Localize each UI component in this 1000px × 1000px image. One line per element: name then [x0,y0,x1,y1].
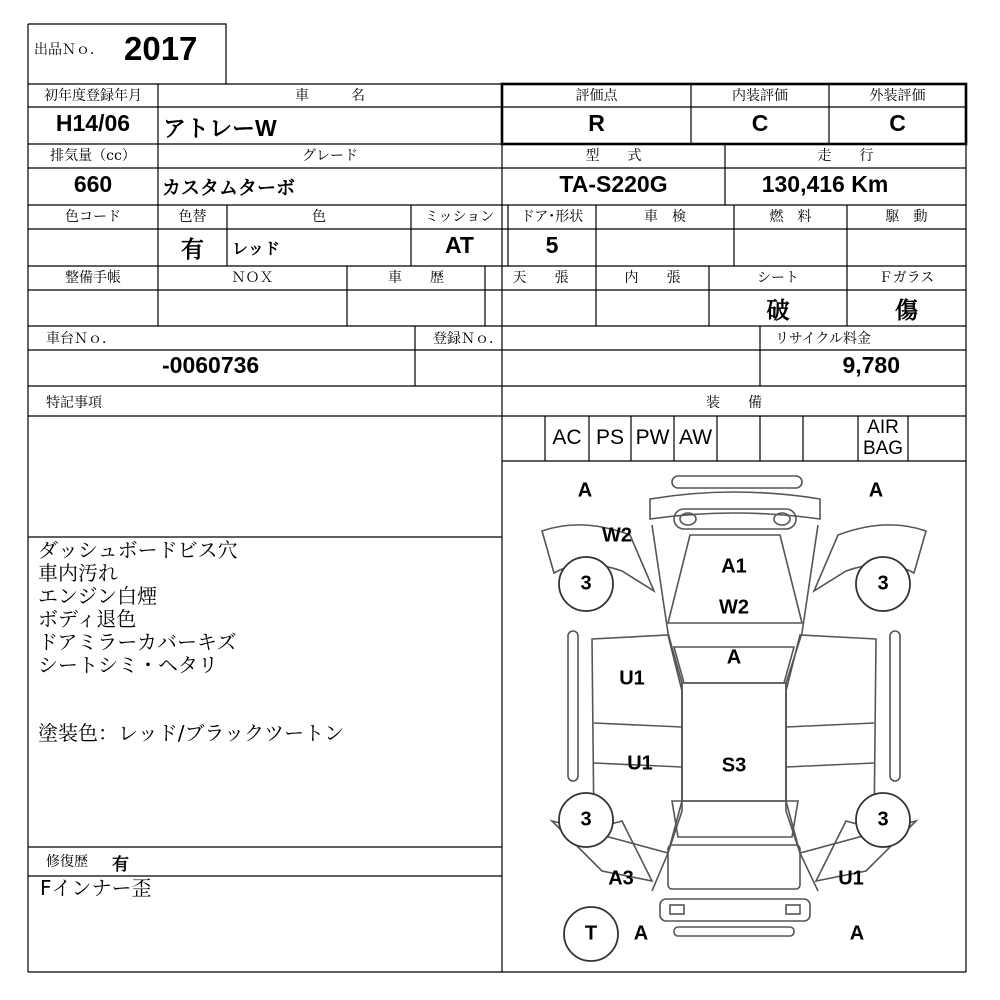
interior-value: C [751,110,769,136]
note-line: ダッシュボードビス穴 [38,538,238,562]
mark-tire-rl: 3 [580,808,592,831]
inspection-label: 車 検 [644,209,686,225]
chassis-value: -0060736 [162,352,260,378]
equipment-airbag-line2: BAG [862,438,904,459]
note-line: ボディ退色 [38,607,137,631]
color-change-label: 色替 [178,209,207,225]
lot-number: 2017 [124,30,198,67]
score-label: 評価点 [575,88,618,104]
color-label: 色 [312,209,326,225]
color-change-value: 有 [181,237,204,263]
glass-label: Ｆガラス [878,270,935,286]
mileage-label: 走 行 [817,148,874,164]
mark-tire-fl: 3 [580,572,592,595]
repair-label: 修復歴 [46,854,88,870]
interior-label: 内装評価 [732,88,788,104]
door-label: ドア･形状 [520,209,584,225]
car-diagram [502,461,966,972]
mark-front-right: A [868,479,884,502]
repair-detail: Fインナー歪 [40,876,152,900]
mark-w2-front: W2 [602,524,632,547]
mark-u1-left-front: U1 [619,667,645,690]
mark-spare-tire: T [584,922,598,945]
mark-roof-front: A [726,646,742,669]
exterior-value: C [889,110,906,136]
displacement-label: 排気量（cc） [50,148,136,164]
color-code-label: 色コード [65,209,121,225]
mark-tire-fr: 3 [877,572,889,595]
note-line: シートシミ・ヘタリ [38,653,218,677]
mark-rear-right: A [849,922,865,945]
recycle-label: リサイクル料金 [775,331,872,347]
score-value: R [588,110,605,136]
car-name-label: 車 名 [295,88,365,104]
model-value: TA-S220G [559,171,668,197]
equipment-pw: PW [635,426,670,449]
mission-label: ミッション [424,209,495,225]
equipment-ps: PS [595,426,624,449]
model-label: 型 式 [585,148,642,164]
mark-front-left: A [577,479,593,502]
notes-label: 特記事項 [46,395,102,411]
seat-value: 破 [766,298,790,324]
note-line: エンジン白煙 [38,584,157,608]
car-name-value: アトレーW [163,115,277,141]
mission-value: AT [445,232,474,258]
mark-windshield-w2: W2 [719,596,749,619]
repair-value: 有 [112,855,129,875]
seat-label: シート [757,270,799,286]
exterior-label: 外装評価 [869,88,926,104]
displacement-value: 660 [73,171,113,197]
first-reg-label: 初年度登録年月 [44,88,142,104]
mark-tire-rr: 3 [877,808,889,831]
equipment-aw: AW [678,426,713,449]
history-label: 車 歴 [388,270,444,286]
equipment-ac: AC [552,426,582,449]
mark-u1-left-rear: U1 [627,752,653,775]
door-value: 5 [545,232,559,258]
mileage-value: 130,416 Km [761,171,889,197]
drive-label: 駆 動 [885,209,928,225]
mark-a3-rear-left: A3 [608,867,634,890]
recycle-value: 9,780 [842,352,900,378]
grade-value: カスタムターボ [162,178,296,199]
registration-label: 登録Ｎｏ． [433,331,503,347]
lot-label: 出品Ｎｏ． [34,42,104,58]
roof-label: 天 張 [512,270,569,286]
mark-u1-rear-right: U1 [838,867,864,890]
first-reg-value: H14/06 [55,110,131,136]
grade-label: グレード [302,148,358,164]
maintenance-label: 整備手帳 [65,270,121,286]
note-line: 車内汚れ [38,561,118,585]
fuel-label: 燃 料 [769,209,812,225]
note-line: ドアミラーカバーキズ [38,630,237,654]
chassis-label: 車台Ｎｏ． [46,331,116,347]
mark-rear-left: A [633,922,649,945]
equipment-airbag-line1: AIR [867,417,899,438]
mark-windshield-a1: A1 [721,555,747,578]
color-value: レッド [232,241,280,258]
equipment-label: 装 備 [706,395,762,411]
nox-label: ＮＯＸ [231,270,274,286]
lining-label: 内 張 [624,270,681,286]
glass-value: 傷 [895,298,918,324]
mark-roof-s3: S3 [721,754,747,777]
paint-note: 塗装色：レッド/ブラックツートン [38,721,345,745]
